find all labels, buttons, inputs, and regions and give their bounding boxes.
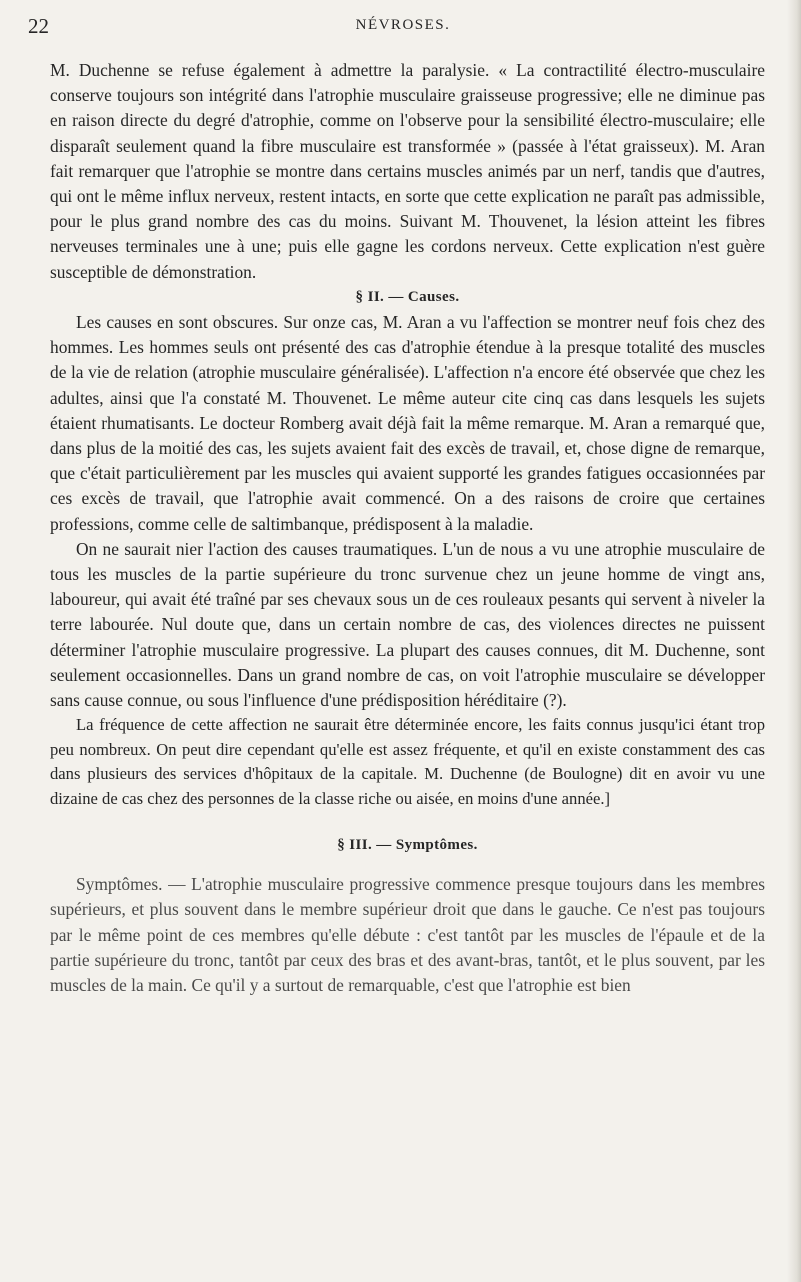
- page-edge: [787, 0, 801, 1282]
- paragraph-traumatic-causes: On ne saurait nier l'action des causes traumatiques. L'un de nous a vu une atrophie musculaire de tous les muscles de la partie supérieure du tronc survenue chez un jeune homme de vingt ans, laboureur, qui avait été traîné par ses chevaux sous un de ces rouleaux pesants qui servent à niveler la terre labourée. Nul doute que, dans un certain nombre de cas, des violences directes ne puissent déterminer l'atrophie musculaire progressive. La plupart des causes connues, dit M. Duchenne, sont seulement occasionnelles. Dans un grand nombre de cas, on voit l'atrophie musculaire se développer sans cause connue, ou sous l'influence d'une prédisposition héréditaire (?).: [50, 538, 765, 711]
- paragraph-causes: Les causes en sont obscures. Sur onze cas, M. Aran a vu l'affection se montrer neuf fois chez des hommes. Les hommes seuls ont présenté des cas d'atrophie étendue à la presque totalité des muscles de la vie de relation (atrophie musculaire généralisée). L'affection n'a encore été observée que chez les adultes, ainsi que l'a constaté M. Thouvenet. Le même auteur cite cinq cas dans lesquels les sujets étaient rhumatisants. Le docteur Romberg avait déjà fait la même remarque. M. Aran a remarqué que, dans plus de la moitié des cas, les sujets avaient fait des excès de travail, et, chose digne de remarque, que c'était particulièrement par les muscles qui avaient supporté les grandes fatigues occasionnées par ces excès de travail, que l'atrophie avait commencé. On a des raisons de croire que certaines professions, comme celle de saltimbanque, prédisposent à la maladie.: [50, 312, 765, 534]
- page-number: 22: [28, 14, 49, 38]
- paragraph-frequency: La fréquence de cette affection ne saurait être déterminée encore, les faits connus jusqu'ici étant trop peu nombreux. On peut dire cependant qu'elle est assez fréquente, et qu'il en existe constamment des cas dans plusieurs des services d'hôpitaux de la capitale. M. Duchenne (de Boulogne) dit en avoir vu une dizaine de cas chez des personnes de la classe riche ou aisée, en moins d'une année.]: [50, 715, 765, 808]
- section-heading-causes: § II. — Causes.: [355, 288, 460, 305]
- page-body: [50, 58, 765, 998]
- paragraph-symptoms: Symptômes. — L'atrophie musculaire progressive commence presque toujours dans les membres supérieurs, et plus souvent dans le membre supérieur droit que dans le gauche. Ce n'est pas toujours par le même point de ces membres qu'elle débute : c'est tantôt par les muscles de l'épaule et de la partie supérieure du tronc, tantôt par ceux des bras et des avant-bras, tantôt, et le plus souvent, par les muscles de la main. Ce qu'il y a surtout de remarquable, c'est que l'atrophie est bien: [50, 874, 765, 995]
- running-title: NÉVROSES.: [355, 17, 451, 33]
- page-header: [28, 14, 778, 40]
- section-heading-symptoms: § III. — Symptômes.: [337, 836, 478, 853]
- paragraph-duchenne: M. Duchenne se refuse également à admettre la paralysie. « La contractilité électro-musculaire conserve toujours son intégrité dans l'atrophie musculaire graisseuse progressive; elle ne diminue pas en raison directe du degré d'atrophie, comme on l'observe pour la sensibilité électro-musculaire; elle disparaît seulement quand la fibre musculaire est transformée » (passée à l'état graisseux). M. Aran fait remarquer que l'atrophie se montre dans certains muscles animés par un nerf, tandis que d'autres, qui ont le même influx nerveux, restent intacts, en sorte que cette explication ne paraît pas admissible, pour le plus grand nombre des cas du moins. Suivant M. Thouvenet, la lésion atteint les fibres nerveuses terminales une à une; puis elle gagne les cordons nerveux. Cette explication n'est guère susceptible de démonstration.: [50, 60, 765, 282]
